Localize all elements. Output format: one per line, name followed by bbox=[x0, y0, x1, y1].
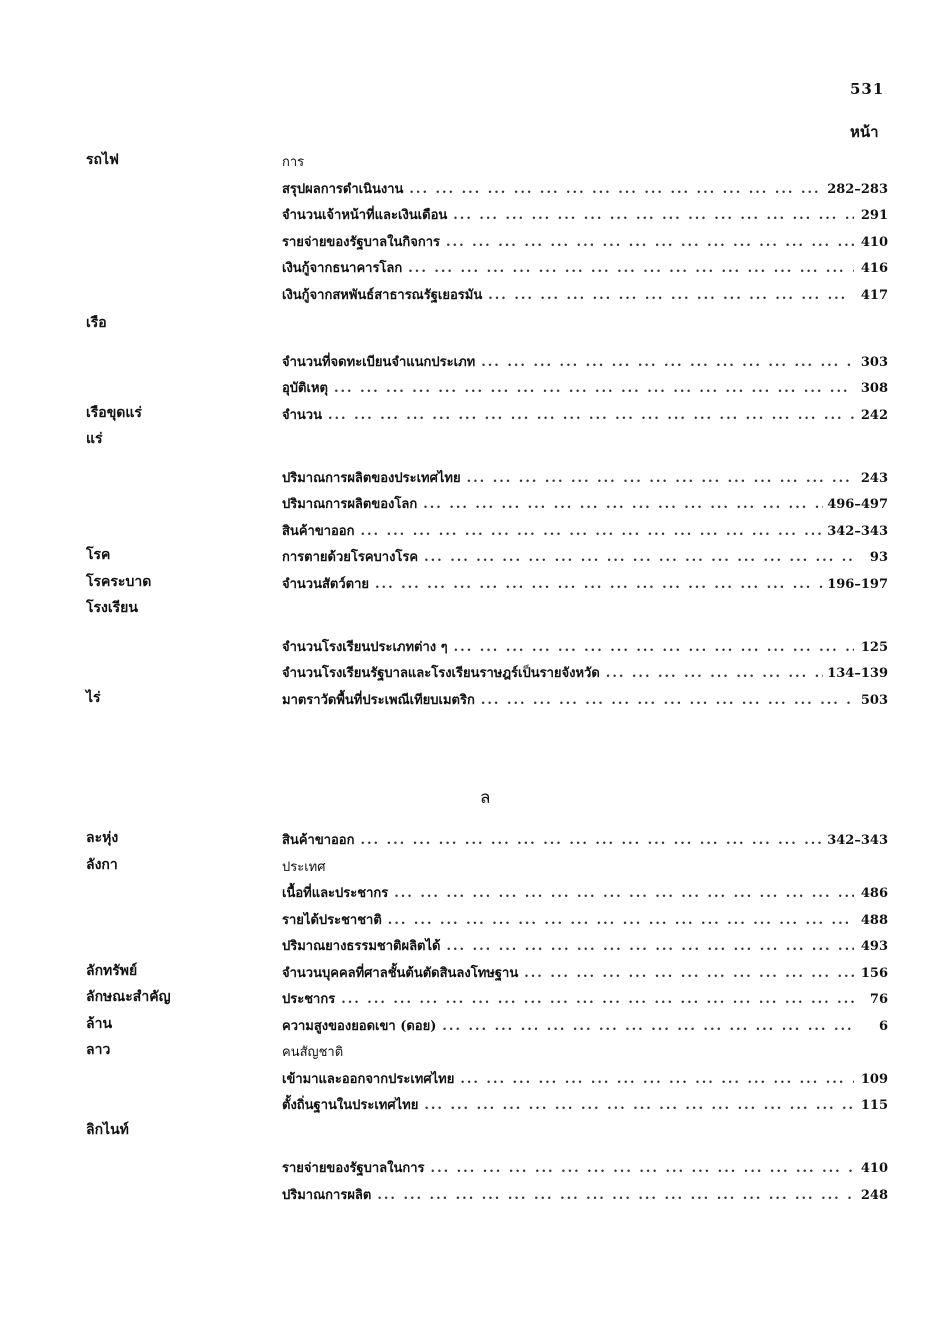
index-term: ลักทรัพย์ bbox=[86, 962, 138, 979]
index-row bbox=[0, 825, 950, 852]
index-entry bbox=[282, 829, 888, 850]
index-row bbox=[0, 632, 950, 659]
entry-label: สินค้าขาออก bbox=[282, 523, 355, 539]
entry-page-number: 248 bbox=[860, 1187, 888, 1203]
dot-leader bbox=[460, 1072, 854, 1087]
index-entry bbox=[282, 467, 888, 488]
entry-label: จำนวนบุคคลที่ศาลชั้นต้นตัดสินลงโทษฐาน bbox=[282, 965, 519, 981]
index-row bbox=[0, 400, 950, 427]
entry-page-number: 342–343 bbox=[827, 523, 888, 539]
index-row bbox=[0, 347, 950, 374]
dot-leader bbox=[454, 640, 854, 655]
index-entry bbox=[282, 988, 888, 1009]
index-entry bbox=[282, 1041, 888, 1062]
entry-page-number: 109 bbox=[860, 1071, 888, 1087]
index-row bbox=[0, 569, 950, 596]
index-entry bbox=[282, 856, 888, 877]
index-term: เรือ bbox=[86, 315, 107, 331]
entry-page-number: 503 bbox=[860, 692, 888, 708]
index-row bbox=[0, 310, 950, 337]
index-entry bbox=[282, 1094, 888, 1115]
index-entry bbox=[282, 520, 888, 541]
dot-leader bbox=[488, 288, 854, 303]
index-entry bbox=[282, 178, 888, 199]
index-entry bbox=[282, 257, 888, 278]
dot-leader bbox=[424, 550, 854, 565]
dot-leader bbox=[409, 182, 823, 197]
entry-label: ประชากร bbox=[282, 992, 336, 1007]
index-entry bbox=[282, 404, 888, 425]
entry-label: จำนวนที่จดทะเบียนจำแนกประเภท bbox=[282, 354, 476, 370]
index-row bbox=[0, 489, 950, 516]
dot-leader bbox=[442, 1019, 854, 1034]
index-entry bbox=[282, 1184, 888, 1205]
index-row bbox=[0, 1180, 950, 1207]
entry-label: เงินกู้จากธนาคารโลก bbox=[282, 261, 403, 276]
entry-label: สินค้าขาออก bbox=[282, 833, 355, 848]
entry-label: คนสัญชาติ bbox=[282, 1045, 344, 1060]
index-row bbox=[0, 147, 950, 174]
index-term: โรงเรียน bbox=[86, 600, 138, 616]
entry-page-number: 342–343 bbox=[827, 833, 888, 848]
entry-label: มาตราวัดพื้นที่ประเพณีเทียบเมตริก bbox=[282, 692, 475, 708]
index-term: ลาว bbox=[86, 1042, 111, 1058]
entry-label: เงินกู้จากสหพันธ์สาธารณรัฐเยอรมัน bbox=[282, 287, 483, 303]
dot-leader bbox=[481, 355, 854, 370]
index-entry bbox=[282, 1157, 888, 1178]
index-entry bbox=[282, 935, 888, 956]
index-term: โรค bbox=[86, 547, 111, 563]
dot-leader bbox=[481, 693, 854, 708]
index-entry bbox=[282, 493, 888, 514]
entry-label: ปริมาณยางธรรมชาติผลิตได้ bbox=[282, 939, 441, 954]
dot-leader bbox=[334, 381, 854, 396]
entry-page-number: 410 bbox=[860, 1161, 888, 1176]
index-row bbox=[0, 516, 950, 543]
index-section-r bbox=[0, 147, 950, 711]
entry-label: เนื้อที่และประชากร bbox=[282, 886, 389, 901]
index-row bbox=[0, 174, 950, 201]
index-row bbox=[0, 878, 950, 905]
index-term: ล้าน bbox=[86, 1015, 113, 1032]
dot-leader bbox=[375, 577, 823, 592]
index-entry bbox=[282, 882, 888, 903]
dot-leader bbox=[524, 966, 854, 981]
index-entry bbox=[282, 662, 888, 683]
entry-page-number: 6 bbox=[878, 1018, 888, 1034]
entry-page-number: 303 bbox=[860, 354, 888, 370]
index-row bbox=[0, 984, 950, 1011]
entry-page-number: 134–139 bbox=[827, 666, 888, 681]
index-term: ลิกไนท์ bbox=[86, 1121, 129, 1138]
section-letter: ล bbox=[480, 788, 491, 808]
entry-page-number: 156 bbox=[860, 965, 888, 981]
dot-leader bbox=[377, 1188, 854, 1203]
entry-page-number: 410 bbox=[860, 234, 888, 250]
entry-label: รายจ่ายของรัฐบาลในกิจการ bbox=[282, 234, 441, 250]
index-entry bbox=[282, 284, 888, 305]
index-row bbox=[0, 595, 950, 622]
entry-page-number: 488 bbox=[860, 912, 888, 928]
dot-leader bbox=[408, 261, 854, 276]
index-row bbox=[0, 1064, 950, 1091]
entry-label: รายจ่ายของรัฐบาลในการ bbox=[282, 1161, 425, 1176]
entry-page-number: 76 bbox=[869, 992, 888, 1007]
index-row bbox=[0, 1117, 950, 1144]
entry-page-number: 416 bbox=[860, 261, 888, 276]
index-section-l bbox=[0, 825, 950, 1206]
entry-label: ปริมาณการผลิตของประเทศไทย bbox=[282, 470, 461, 486]
index-row bbox=[0, 1037, 950, 1064]
page-column-header: หน้า bbox=[850, 123, 879, 141]
index-row bbox=[0, 542, 950, 569]
index-row bbox=[0, 426, 950, 453]
entry-label: จำนวน bbox=[282, 407, 322, 423]
entry-label: ความสูงของยอดเขา (ดอย) bbox=[282, 1018, 437, 1034]
entry-page-number: 496–497 bbox=[827, 497, 888, 512]
index-row bbox=[0, 253, 950, 280]
entry-page-number: 486 bbox=[860, 886, 888, 901]
index-term: ลังกา bbox=[86, 856, 118, 873]
index-entry bbox=[282, 546, 888, 567]
index-row bbox=[0, 685, 950, 712]
index-entry bbox=[282, 962, 888, 983]
entry-label: อุบัติเหตุ bbox=[282, 381, 328, 396]
index-term: ไร่ bbox=[86, 689, 101, 706]
index-row bbox=[0, 852, 950, 879]
entry-page-number: 115 bbox=[860, 1098, 888, 1113]
entry-label: การ bbox=[282, 155, 305, 170]
entry-page-number: 291 bbox=[860, 208, 888, 223]
index-entry bbox=[282, 1068, 888, 1089]
index-entry bbox=[282, 377, 888, 398]
index-term: โรคระบาด bbox=[86, 573, 152, 590]
index-row bbox=[0, 280, 950, 307]
index-row bbox=[0, 931, 950, 958]
entry-label: เข้ามาและออกจากประเทศไทย bbox=[282, 1071, 455, 1087]
entry-page-number: 308 bbox=[860, 381, 888, 396]
entry-label: จำนวนโรงเรียนประเภทต่าง ๆ bbox=[282, 639, 448, 655]
entry-page-number: 282–283 bbox=[827, 181, 888, 197]
index-row bbox=[0, 200, 950, 227]
entry-label: ตั้งถิ่นฐานในประเทศไทย bbox=[282, 1098, 419, 1113]
index-row bbox=[0, 658, 950, 685]
index-entry bbox=[282, 636, 888, 657]
index-entry bbox=[282, 351, 888, 372]
index-term: ลักษณะสำคัญ bbox=[86, 989, 171, 1005]
dot-leader bbox=[446, 939, 854, 954]
entry-page-number: 242 bbox=[860, 407, 888, 423]
entry-page-number: 493 bbox=[860, 939, 888, 954]
dot-leader bbox=[424, 1098, 854, 1113]
entry-page-number: 417 bbox=[860, 287, 888, 303]
dot-leader bbox=[606, 666, 823, 681]
index-entry bbox=[282, 909, 888, 930]
entry-label: การตายด้วยโรคบางโรค bbox=[282, 550, 419, 565]
entry-label: สรุปผลการดำเนินงาน bbox=[282, 181, 404, 197]
index-row bbox=[0, 958, 950, 985]
dot-leader bbox=[388, 913, 854, 928]
entry-label: ปริมาณการผลิตของโลก bbox=[282, 497, 418, 512]
dot-leader bbox=[423, 497, 823, 512]
entry-page-number: 243 bbox=[860, 470, 888, 486]
entry-page-number: 196–197 bbox=[827, 576, 888, 592]
index-entry bbox=[282, 204, 888, 225]
entry-label: ประเทศ bbox=[282, 859, 326, 875]
dot-leader bbox=[446, 235, 854, 250]
dot-leader bbox=[328, 408, 854, 423]
dot-leader bbox=[394, 886, 854, 901]
index-row bbox=[0, 227, 950, 254]
index-entry bbox=[282, 231, 888, 252]
entry-label: รายได้ประชาชาติ bbox=[282, 912, 382, 928]
index-entry bbox=[282, 573, 888, 594]
index-row bbox=[0, 1090, 950, 1117]
entry-label: จำนวนโรงเรียนรัฐบาลและโรงเรียนราษฎร์เป็นรายจังหวัด bbox=[282, 666, 600, 681]
index-term: รถไฟ bbox=[86, 152, 119, 168]
index-term: เรือขุดแร่ bbox=[86, 404, 142, 421]
index-term: ละหุ่ง bbox=[86, 830, 119, 846]
index-row bbox=[0, 463, 950, 490]
index-row bbox=[0, 905, 950, 932]
entry-label: จำนวนสัตว์ตาย bbox=[282, 576, 370, 592]
entry-page-number: 93 bbox=[869, 550, 888, 565]
dot-leader bbox=[341, 992, 854, 1007]
index-row bbox=[0, 1011, 950, 1038]
dot-leader bbox=[361, 524, 824, 539]
dot-leader bbox=[467, 471, 854, 486]
dot-leader bbox=[431, 1161, 854, 1176]
entry-label: ปริมาณการผลิต bbox=[282, 1187, 372, 1203]
index-row bbox=[0, 1153, 950, 1180]
dot-leader bbox=[361, 833, 824, 848]
entry-label: จำนวนเจ้าหน้าที่และเงินเดือน bbox=[282, 208, 448, 223]
index-row bbox=[0, 373, 950, 400]
index-entry bbox=[282, 151, 888, 172]
dot-leader bbox=[453, 208, 854, 223]
entry-page-number: 125 bbox=[860, 639, 888, 655]
index-term: แร่ bbox=[86, 431, 103, 447]
page-number: 531 bbox=[850, 80, 885, 98]
index-entry bbox=[282, 689, 888, 710]
index-entry bbox=[282, 1015, 888, 1036]
